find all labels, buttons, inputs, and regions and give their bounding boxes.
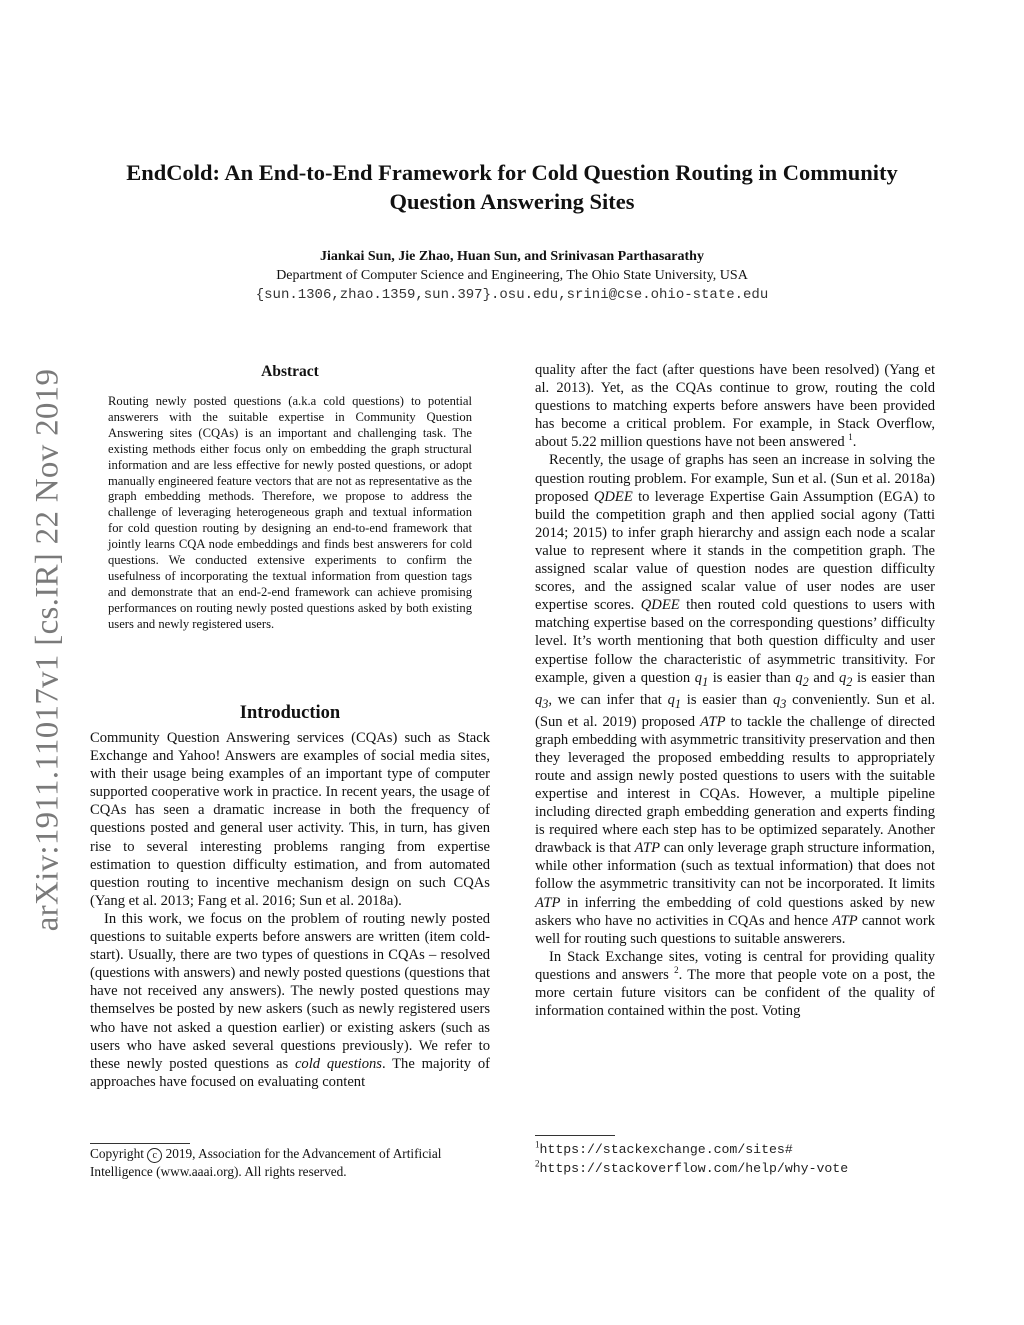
- right-paragraph-2: [535, 451, 935, 947]
- right-p2-a: Recently, the usage of graphs has seen an increase in solving the question routing problem. For example, Sun et al. (Sun et al. 2018a) proposed: [535, 452, 935, 505]
- atp-term: ATP: [832, 912, 858, 929]
- intro-p2-text-b: . The majority of approaches have focused on evaluating content: [90, 1055, 490, 1090]
- copyright-text: 2019, Association for the Advancement of Artificial Intelligence (www.aaai.org). All rights reserved.: [90, 1146, 442, 1179]
- footnote-number: 2: [535, 1158, 540, 1169]
- right-p3-a: In Stack Exchange sites, voting is central for providing quality questions and answers: [535, 948, 935, 983]
- math-q2: $q_2$: [795, 669, 809, 689]
- math-q1: $q_1$: [694, 669, 709, 689]
- footnote-link[interactable]: https://stackexchange.com/sites#: [539, 1142, 793, 1157]
- paper-title: [60, 158, 964, 216]
- right-p1-text-b: .: [852, 434, 857, 451]
- right-p2-d: is easier than: [708, 669, 796, 686]
- atp-term: ATP: [700, 713, 726, 730]
- footnote-link[interactable]: https://stackoverflow.com/help/why-vote: [539, 1161, 849, 1176]
- affiliation: Department of Computer Science and Engineering, The Ohio State University, USA: [276, 268, 748, 283]
- right-p2-b: to leverage Expertise Gain Assumption (EGA) to build the competition graph and then applied social agony (Tatti 2014; 2015) to infer graph hierarchy and assign each node a scalar value to represent where it stands in the competition graph. The assigned scalar value of question nodes are question difficulty scores, and the assigned scalar value of user nodes are user expertise scores.: [535, 488, 936, 614]
- right-p2-i: conveniently. Sun et al. (Sun et al. 2019) proposed: [535, 691, 935, 730]
- intro-paragraph-2: [90, 910, 490, 1091]
- footnotes: [535, 1135, 935, 1178]
- copyright-divider: [90, 1143, 190, 1144]
- right-p2-c: then routed cold questions to users with matching expertise based on the corresponding questions’ difficulty level. It’s worth mentioning that both question difficulty and user expertise follow the characteristic of asymmetric transitivity. For example, given a question: [535, 597, 936, 686]
- copyright-notice: [90, 1143, 490, 1180]
- right-paragraph-1: [535, 361, 935, 451]
- left-column-body: [90, 729, 490, 1091]
- atp-term: ATP: [535, 894, 561, 911]
- copyright-icon: c: [147, 1148, 162, 1163]
- math-q3: $q_3$: [773, 691, 787, 711]
- math-q3: $q_3$: [535, 691, 549, 711]
- right-p3-b: . The more that people vote on a post, the more certain future visitors can be confident of the quality of information contained within the post. Voting: [535, 966, 935, 1020]
- footnote-ref-2[interactable]: 2: [674, 965, 679, 976]
- intro-paragraph-1: Community Question Answering services (CQAs) such as Stack Exchange and Yahoo! Answers are examples of social media sites, with their usage being examples of an important type of computer supported cooperative work in practice. In recent years, the usage of CQAs has seen a dramatic increase in both the frequency of questions posted and general user activity. This, in turn, has given rise to several interesting problems ranging from expertise estimation to question difficulty estimation, and from automated question routing to incentive mechanism design on such CQAs (Yang et al. 2013; Fang et al. 2016; Sun et al. 2018a).: [90, 730, 490, 909]
- arxiv-identifier: arXiv:1911.11017v1 [cs.IR] 22 Nov 2019: [29, 368, 66, 932]
- intro-p2-text-a: In this work, we focus on the problem of routing newly posted questions to suitable experts before answers are written (item cold-start). Usually, there are two types of questions in CQAs – resolved (questions with answers) and newly posted questions (questions that have not received any answers). The newly posted questions may themselves be posted by new askers (such as newly registered users who have not asked a question earlier) or existing askers (such as users who have asked several questions previously). We refer to these newly posted questions as: [90, 910, 490, 1072]
- abstract-text: Routing newly posted questions (a.k.a cold questions) to potential answerers with the suitable expertise in Community Question Answering sites (CQAs) is an important and challenging task. The existing methods either focus only on embedding the graph structural information and are less effective for newly posted questions, or adopt manually engineered feature vectors that are not as representative as the graph embedding methods. Therefore, we propose to address the challenge of leveraging heterogeneous graph and textual information for cold question routing by designing an end-to-end framework that jointly learns CQA node embeddings and finds best answerers for cold questions. We conducted extensive experiments to confirm the usefulness of incorporating the textual information from question tags and demonstrate that an end-2-end framework can achieve promising performances on routing newly posted questions asked by both existing users and newly registered users.: [108, 394, 472, 631]
- right-column-body: [535, 361, 935, 1020]
- right-p2-e: and: [808, 669, 839, 686]
- abstract-heading: Abstract: [261, 363, 319, 380]
- footnote-number: 1: [535, 1139, 540, 1150]
- right-p2-g: , we can infer that: [548, 691, 668, 708]
- title-line-1: EndCold: An End-to-End Framework for Cold Question Routing in Community: [126, 160, 898, 185]
- qdee-term: QDEE: [593, 488, 633, 505]
- introduction-heading: Introduction: [239, 703, 341, 723]
- math-q2: $q_2$: [838, 669, 853, 689]
- author-emails: {sun.1306,zhao.1359,sun.397}.osu.edu,srini@cse.ohio-state.edu: [255, 287, 769, 303]
- right-p2-h: is easier than: [681, 691, 773, 708]
- author-list: Jiankai Sun, Jie Zhao, Huan Sun, and Srinivasan Parthasarathy: [320, 249, 704, 264]
- right-p2-f: is easier than: [852, 669, 935, 686]
- right-p2-j: to tackle the challenge of directed graph embedding with asymmetric transitivity preservation and then they leveraged the proposed embedding results to appropriately route and assign newly posted questions to users with the suitable expertise and interest in CQAs. However, a multiple pipeline including directed graph embedding generation and experts finding is required where each step has to be optimized separately. Another drawback is that: [535, 713, 935, 857]
- footnote-ref-1[interactable]: 1: [848, 432, 853, 443]
- atp-term: ATP: [634, 840, 661, 857]
- right-p2-l: in inferring the embedding of cold questions asked by new askers who have no activities in CQAs and hence: [535, 894, 935, 929]
- copyright-prefix: Copyright: [90, 1146, 148, 1161]
- footnote-2: [535, 1159, 935, 1178]
- right-p2-k: can only leverage graph structure information, while other information (such as textual information) that does not follow the asymmetric transitivity can not be incorporated. It limits: [535, 840, 935, 893]
- footnote-1: [535, 1140, 935, 1159]
- cold-questions-term: cold questions: [294, 1055, 382, 1072]
- right-paragraph-3: [535, 948, 935, 1020]
- footnote-divider: [535, 1135, 615, 1136]
- title-line-2: Question Answering Sites: [389, 189, 635, 214]
- qdee-term: QDEE: [640, 597, 680, 614]
- math-q1: $q_1$: [667, 691, 681, 711]
- right-p2-m: cannot work well for routing such questions to suitable answerers.: [535, 912, 935, 947]
- right-p1-text-a: quality after the fact (after questions have been resolved) (Yang et al. 2013). Yet, as the CQAs continue to grow, routing the cold questions to matching experts before answers have been provided has become a critical problem. For example, in Stack Overflow, about 5.22 million questions have not been answered: [535, 362, 935, 451]
